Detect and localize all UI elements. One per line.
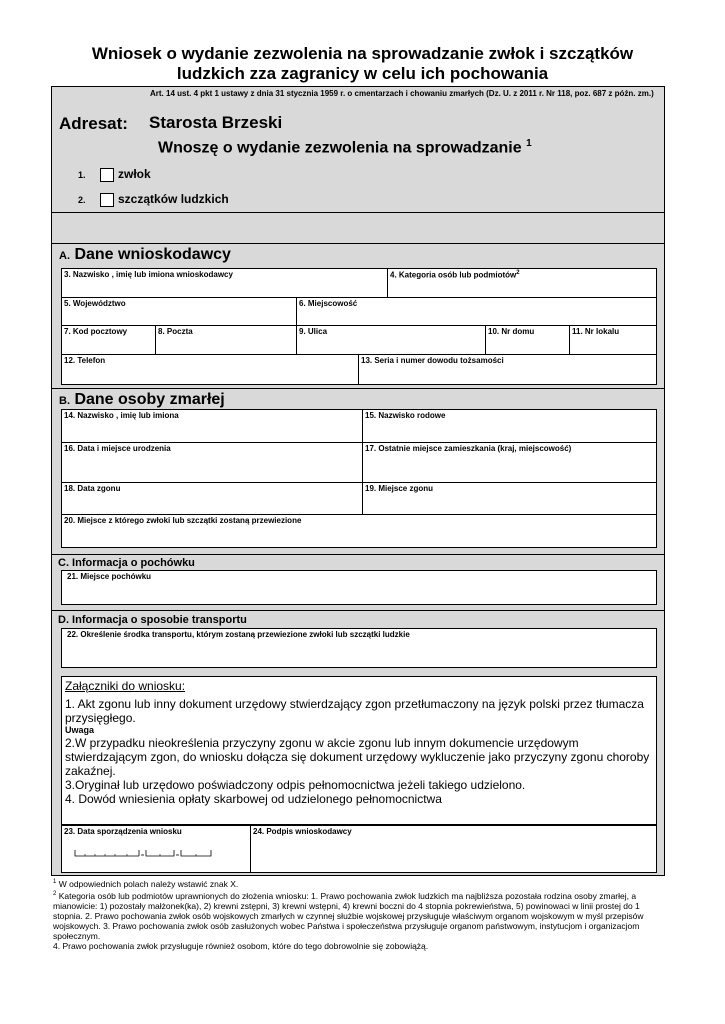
- field-16[interactable]: 16. Data i miejsce urodzenia: [61, 442, 363, 483]
- section-c-heading: C. Informacja o pochówku: [58, 557, 195, 569]
- date-placeholder: [74, 850, 224, 860]
- field-11[interactable]: 11. Nr lokalu: [569, 325, 657, 355]
- divider: [51, 243, 665, 244]
- attachment-note-label: Uwaga: [65, 725, 95, 735]
- attachments-box: [61, 676, 657, 825]
- field-9[interactable]: 9. Ulica: [296, 325, 486, 355]
- legal-basis: Art. 14 ust. 4 pkt 1 ustawy z dnia 31 stycznia 1959 r. o cmentarzach i chowaniu zmarłych (Dz. U. z 2011 r. Nr 118, poz. 687 z późn. zm.): [150, 89, 654, 98]
- field-17[interactable]: 17. Ostatnie miejsce zamieszkania (kraj, miejscowość): [362, 442, 657, 483]
- option-szczatki[interactable]: 2. szczątków ludzkich: [78, 192, 229, 206]
- checkbox-szczatki[interactable]: [100, 193, 114, 207]
- field-4[interactable]: 4. Kategoria osób lub podmiotów$^2$: [387, 268, 657, 298]
- footnote-1: $^1$ W odpowiednich polach należy wstawić znak X.: [53, 878, 239, 889]
- field-6[interactable]: 6. Miejscowość: [296, 297, 657, 326]
- divider: [51, 554, 665, 555]
- option-zwlok[interactable]: 1. zwłok: [78, 167, 151, 181]
- field-7[interactable]: 7. Kod pocztowy: [61, 325, 156, 355]
- field-21[interactable]: 21. Miejsce pochówku: [61, 570, 657, 605]
- field-20[interactable]: 20. Miejsce z którego zwłoki lub szczątki zostaną przewiezione: [61, 514, 657, 548]
- field-19[interactable]: 19. Miejsce zgonu: [362, 482, 657, 515]
- field-5[interactable]: 5. Województwo: [61, 297, 297, 326]
- field-8[interactable]: 8. Poczta: [155, 325, 297, 355]
- request-text: Wnoszę o wydanie zezwolenia na sprowadzanie $^1$: [158, 138, 532, 157]
- attachment-1: 1. Akt zgonu lub inny dokument urzędowy stwierdzający zgon przetłumaczony na język polski przez tłumacza przysięgłego.: [65, 697, 644, 725]
- field-15[interactable]: 15. Nazwisko rodowe: [362, 409, 657, 443]
- field-10[interactable]: 10. Nr domu: [485, 325, 570, 355]
- section-d-heading: D. Informacja o sposobie transportu: [58, 614, 247, 626]
- divider: [51, 610, 665, 611]
- attachment-4: 4. Dowód wniesienia opłaty skarbowej od udzielonego pełnomocnictwa: [65, 792, 442, 806]
- footnote-3: 4. Prawo pochowania zwłok przysługuje również osobom, które do tego dobrowolnie się zobowiążą.: [53, 940, 429, 951]
- field-18[interactable]: 18. Data zgonu: [61, 482, 363, 515]
- section-a-heading: A. Dane wnioskodawcy: [59, 246, 231, 263]
- section-b-heading: B. Dane osoby zmarłej: [59, 391, 225, 408]
- addressee-label: Adresat:: [59, 114, 128, 133]
- checkbox-zwlok[interactable]: [100, 168, 114, 182]
- field-24[interactable]: 24. Podpis wnioskodawcy: [250, 825, 657, 873]
- field-3[interactable]: 3. Nazwisko , imię lub imiona wnioskodawcy: [61, 268, 388, 298]
- attachment-3: 3.Oryginał lub urzędowo poświadczony odpis pełnomocnictwa jeżeli takiego udzielono.: [65, 778, 526, 792]
- field-12[interactable]: 12. Telefon: [61, 354, 359, 385]
- field-23[interactable]: 23. Data sporządzenia wniosku: [61, 825, 251, 873]
- form-title: Wniosek o wydanie zezwolenia na sprowadzanie zwłok i szczątków ludzkich zza zagranicy w celu ich pochowania: [91, 44, 634, 83]
- footnotes: [53, 877, 663, 951]
- field-14[interactable]: 14. Nazwisko , imię lub imiona: [61, 409, 363, 443]
- field-22[interactable]: 22. Określenie środka transportu, którym zostaną przewiezione zwłoki lub szczątki ludzkie: [61, 628, 657, 668]
- addressee: Starosta Brzeski: [149, 113, 283, 132]
- footnote-2: $^2$ Kategoria osób lub podmiotów uprawnionych do złożenia wniosku: 1. Prawo pochowania zwłok ludzkich ma najbliższa pozostała rodzina osoby zmarłej, a mianowicie: 1) pozostały małżonek(ka), 2) krewni zstępni, 3) krewni wstępni, 4) krewni boczni do 4 stopnia pokrewieństwa, 5) powinowaci w linii prostej do 1 stopnia. 2. Prawo pochowania zwłok osób wojskowych zmarłych w czynnej służbie wojskowej przysługuje właściwym organom wojskowym w myśl przepisów wojskowych. 3. Prawo pochowania zwłok osób zasłużonych wobec Państwa i społeczeństwa przysługuje organom państwowym, instytucjom i organizacjom społecznym.: [53, 890, 644, 941]
- field-13[interactable]: 13. Seria i numer dowodu tożsamości: [358, 354, 657, 385]
- attachments-title: Załączniki do wniosku:: [65, 679, 186, 693]
- divider: [51, 388, 665, 389]
- divider: [51, 212, 665, 213]
- attachment-2: 2.W przypadku nieokreślenia przyczyny zgonu w akcie zgonu lub innym dokumencie urzędowym stwierdzającym zgon, do wniosku dołącza się dokument urzędowy wykluczenie jako przyczyny zgonu choroby zakaźnej.: [65, 736, 650, 778]
